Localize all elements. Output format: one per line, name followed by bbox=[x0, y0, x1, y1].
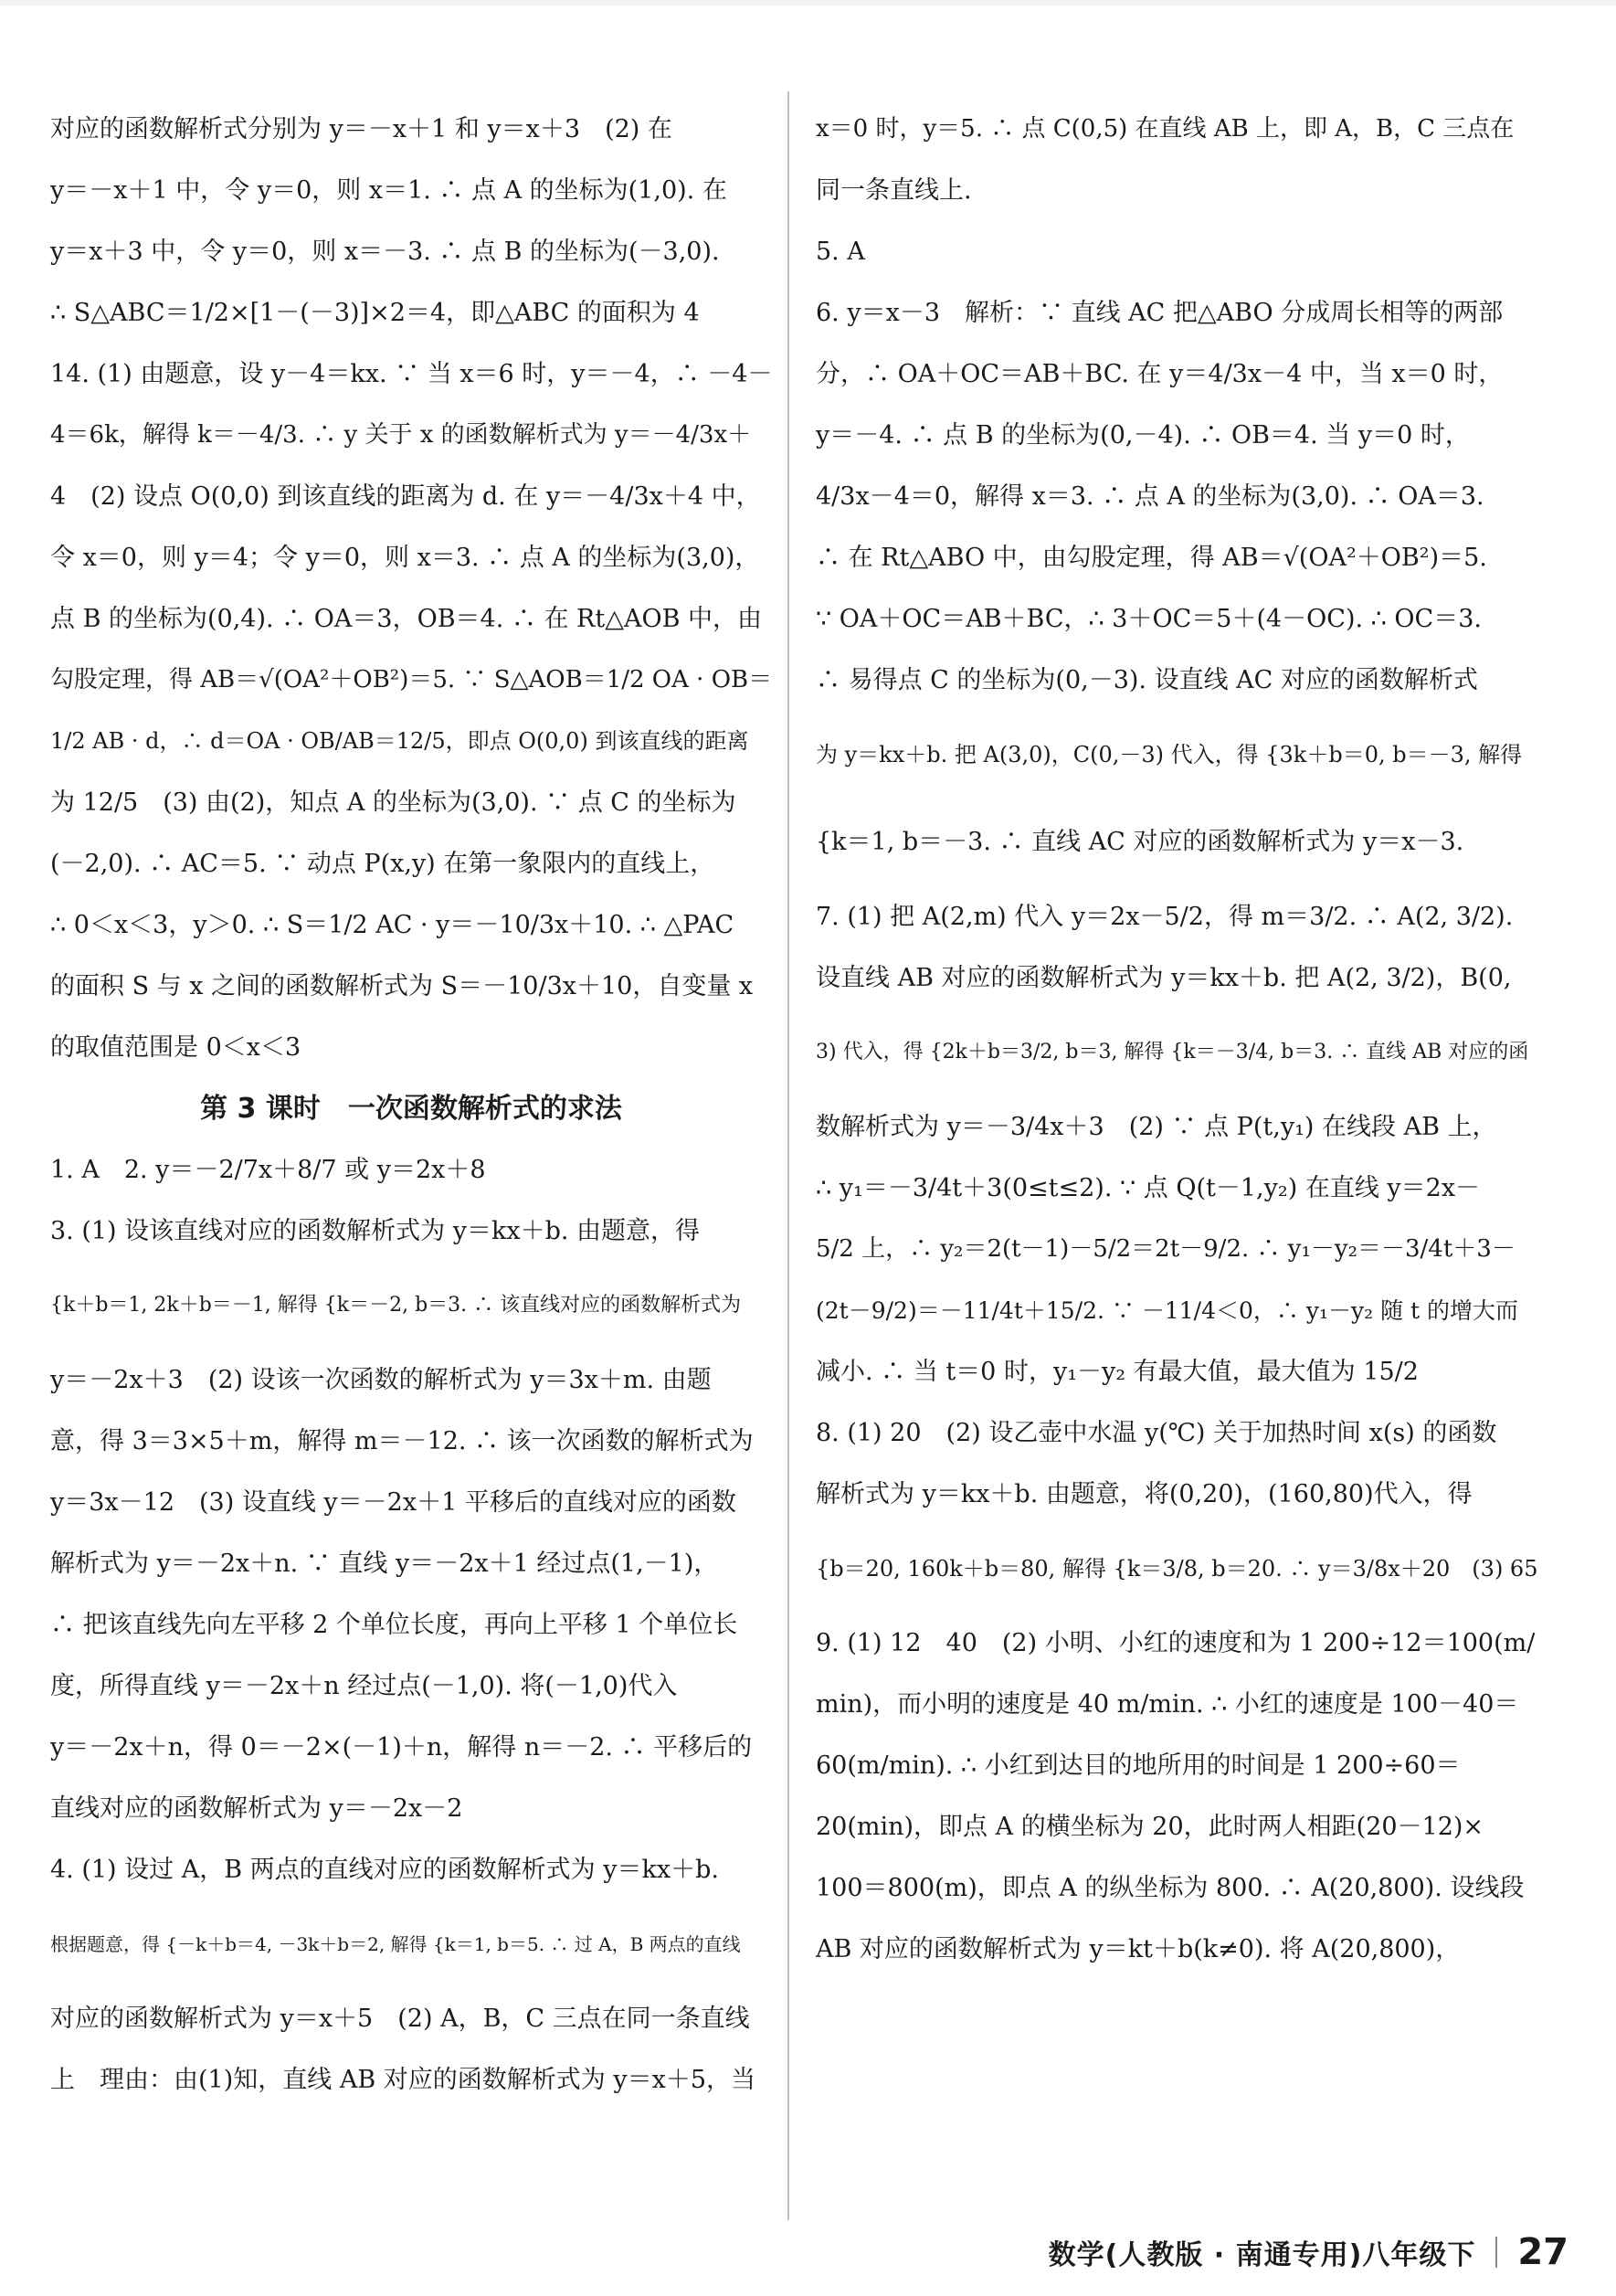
text-line: 令 x＝0，则 y＝4；令 y＝0，则 x＝3. ∴ 点 A 的坐标为(3,0)， bbox=[50, 544, 760, 572]
text-line: 1. A 2. y＝－2/7x＋8/7 或 y＝2x＋8 bbox=[50, 1156, 486, 1184]
right-column bbox=[816, 99, 1537, 1980]
text-line: 为 y＝kx＋b. 把 A(3,0)，C(0,－3) 代入，得 {3k＋b＝0, b＝－3, 解得 bbox=[816, 742, 1523, 767]
text-line: y＝－2x＋3 (2) 设该一次函数的解析式为 y＝3x＋m. 由题 bbox=[50, 1366, 712, 1394]
text-line: 勾股定理，得 AB＝√(OA²＋OB²)＝5. ∵ S△AOB＝1/2 OA · OB＝ bbox=[50, 666, 772, 693]
text-line: AB 对应的函数解析式为 y＝kt＋b(k≠0). 将 A(20,800)， bbox=[816, 1935, 1461, 1963]
text-line: {k＋b＝1, 2k＋b＝－1, 解得 {k＝－2, b＝3. ∴ 该直线对应的函数解析式为 bbox=[50, 1294, 742, 1317]
text-line: x＝0 时，y＝5. ∴ 点 C(0,5) 在直线 AB 上，即 A，B，C 三点在 bbox=[816, 115, 1515, 143]
text-line: 数解析式为 y＝－3/4x＋3 (2) ∵ 点 P(t,y₁) 在线段 AB 上， bbox=[816, 1113, 1497, 1141]
text-line: ∴ 0＜x＜3，y＞0. ∴ S＝1/2 AC · y＝－10/3x＋10. ∴ △PAC bbox=[50, 911, 734, 939]
book-title: 数学(人教版 · 南通专用)八年级下 bbox=[1048, 2239, 1476, 2271]
text-line: 的面积 S 与 x 之间的函数解析式为 S＝－10/3x＋10，自变量 x bbox=[50, 972, 754, 1000]
text-line: 7. (1) 把 A(2,m) 代入 y＝2x－5/2，得 m＝3/2. ∴ A(2, 3/2). bbox=[816, 903, 1514, 931]
text-line: 减小. ∴ 当 t＝0 时，y₁－y₂ 有最大值，最大值为 15/2 bbox=[816, 1358, 1419, 1386]
text-line: 对应的函数解析式为 y＝x＋5 (2) A，B，C 三点在同一条直线 bbox=[50, 2005, 750, 2033]
text-line: 8. (1) 20 (2) 设乙壶中水温 y(℃) 关于加热时间 x(s) 的函数 bbox=[816, 1419, 1497, 1447]
text-line: 100＝800(m)，即点 A 的纵坐标为 800. ∴ A(20,800). 设线段 bbox=[816, 1874, 1525, 1902]
text-line: 4. (1) 设过 A，B 两点的直线对应的函数解析式为 y＝kx＋b. bbox=[50, 1856, 719, 1884]
text-line: ∵ OA＋OC＝AB＋BC，∴ 3＋OC＝5＋(4－OC). ∴ OC＝3. bbox=[816, 605, 1482, 633]
text-line: 1/2 AB · d，∴ d＝OA · OB/AB＝12/5，即点 O(0,0) 到该直线的距离 bbox=[50, 728, 749, 754]
text-line: ∴ 在 Rt△ABO 中，由勾股定理，得 AB＝√(OA²＋OB²)＝5. bbox=[816, 544, 1487, 572]
text-line: 3. (1) 设该直线对应的函数解析式为 y＝kx＋b. 由题意，得 bbox=[50, 1217, 701, 1245]
text-line: 6. y＝x－3 解析：∵ 直线 AC 把△ABO 分成周长相等的两部 bbox=[816, 299, 1504, 327]
text-line: 的取值范围是 0＜x＜3 bbox=[50, 1033, 301, 1062]
text-line: 5/2 上，∴ y₂＝2(t－1)－5/2＝2t－9/2. ∴ y₁－y₂＝－3/4t＋3－ bbox=[816, 1235, 1516, 1263]
text-line: y＝x＋3 中，令 y＝0，则 x＝－3. ∴ 点 B 的坐标为(－3,0). bbox=[50, 238, 720, 266]
text-line: y＝－4. ∴ 点 B 的坐标为(0,－4). ∴ OB＝4. 当 y＝0 时， bbox=[816, 421, 1470, 450]
text-line: 设直线 AB 对应的函数解析式为 y＝kx＋b. 把 A(2, 3/2)，B(0, bbox=[816, 964, 1512, 992]
text-line: (2t－9/2)＝－11/4t＋15/2. ∵ －11/4＜0，∴ y₁－y₂ 随 t 的增大而 bbox=[816, 1297, 1519, 1324]
text-line: {b＝20, 160k＋b＝80, 解得 {k＝3/8, b＝20. ∴ y＝3/8x＋20 (3) 65 bbox=[816, 1556, 1537, 1582]
text-line: 意，得 3＝3×5＋m，解得 m＝－12. ∴ 该一次函数的解析式为 bbox=[50, 1427, 754, 1455]
text-line: ∴ S△ABC＝1/2×[1－(－3)]×2＝4，即△ABC 的面积为 4 bbox=[50, 299, 700, 327]
text-line: y＝－x＋1 中，令 y＝0，则 x＝1. ∴ 点 A 的坐标为(1,0). 在 bbox=[50, 176, 727, 205]
page-top-edge bbox=[0, 0, 1616, 5]
footer-separator bbox=[1495, 2237, 1497, 2268]
text-line: 对应的函数解析式分别为 y＝－x＋1 和 y＝x＋3 (2) 在 bbox=[50, 115, 672, 143]
text-line: ∴ 把该直线先向左平移 2 个单位长度，再向上平移 1 个单位长 bbox=[50, 1611, 738, 1639]
text-line: 解析式为 y＝kx＋b. 由题意，将(0,20)，(160,80)代入，得 bbox=[816, 1480, 1473, 1508]
text-line: 60(m/min). ∴ 小红到达目的地所用的时间是 1 200÷60＝ bbox=[816, 1751, 1461, 1780]
text-line: (－2,0). ∴ AC＝5. ∵ 动点 P(x,y) 在第一象限内的直线上， bbox=[50, 850, 715, 878]
left-column bbox=[50, 99, 772, 2111]
text-line: 解析式为 y＝－2x＋n. ∵ 直线 y＝－2x＋1 经过点(1,－1)， bbox=[50, 1550, 719, 1578]
text-line: 同一条直线上. bbox=[816, 176, 972, 205]
text-line: 9. (1) 12 40 (2) 小明、小红的速度和为 1 200÷12＝100(m/ bbox=[816, 1629, 1536, 1657]
text-line: 根据题意，得 {－k＋b＝4, －3k＋b＝2, 解得 {k＝1, b＝5. ∴ 过 A，B 两点的直线 bbox=[50, 1933, 741, 1955]
text-line: 5. A bbox=[816, 238, 865, 266]
section-heading: 第 3 课时 一次函数解析式的求法 bbox=[200, 1093, 622, 1125]
text-line: {k＝1, b＝－3. ∴ 直线 AC 对应的函数解析式为 y＝x－3. bbox=[816, 828, 1464, 856]
text-line: ∴ y₁＝－3/4t＋3(0≤t≤2). ∵ 点 Q(t－1,y₂) 在直线 y＝2x－ bbox=[816, 1174, 1481, 1202]
text-line: 分，∴ OA＋OC＝AB＋BC. 在 y＝4/3x－4 中，当 x＝0 时， bbox=[816, 360, 1504, 388]
text-line: y＝－2x＋n，得 0＝－2×(－1)＋n，解得 n＝－2. ∴ 平移后的 bbox=[50, 1733, 753, 1762]
text-line: 14. (1) 由题意，设 y－4＝kx. ∵ 当 x＝6 时，y＝－4，∴ －4－ bbox=[50, 360, 772, 388]
text-line: 点 B 的坐标为(0,4). ∴ OA＝3，OB＝4. ∴ 在 Rt△AOB 中，由 bbox=[50, 605, 763, 633]
text-line: 度，所得直线 y＝－2x＋n 经过点(－1,0). 将(－1,0)代入 bbox=[50, 1672, 678, 1700]
column-divider bbox=[787, 91, 789, 2220]
text-line: 4 (2) 设点 O(0,0) 到该直线的距离为 d. 在 y＝－4/3x＋4 中， bbox=[50, 482, 761, 511]
text-line: 为 12/5 (3) 由(2)，知点 A 的坐标为(3,0). ∵ 点 C 的坐标为 bbox=[50, 788, 736, 817]
text-line: min)，而小明的速度是 40 m/min. ∴ 小红的速度是 100－40＝ bbox=[816, 1690, 1519, 1719]
page-footer bbox=[1049, 2229, 1568, 2275]
text-line: 4/3x－4＝0，解得 x＝3. ∴ 点 A 的坐标为(3,0). ∴ OA＝3. bbox=[816, 482, 1484, 511]
text-line: y＝3x－12 (3) 设直线 y＝－2x＋1 平移后的直线对应的函数 bbox=[50, 1488, 736, 1517]
text-line: 4＝6k，解得 k＝－4/3. ∴ y 关于 x 的函数解析式为 y＝－4/3x＋ bbox=[50, 421, 752, 449]
text-line: ∴ 易得点 C 的坐标为(0,－3). 设直线 AC 对应的函数解析式 bbox=[816, 666, 1478, 694]
text-line: 直线对应的函数解析式为 y＝－2x－2 bbox=[50, 1794, 463, 1823]
page-number: 27 bbox=[1517, 2231, 1568, 2273]
text-line: 20(min)，即点 A 的横坐标为 20，此时两人相距(20－12)× bbox=[816, 1813, 1484, 1841]
text-line: 上 理由：由(1)知，直线 AB 对应的函数解析式为 y＝x＋5，当 bbox=[50, 2066, 755, 2094]
text-line: 3) 代入，得 {2k＋b＝3/2, b＝3, 解得 {k＝－3/4, b＝3. ∴ 直线 AB 对应的函 bbox=[816, 1041, 1529, 1063]
